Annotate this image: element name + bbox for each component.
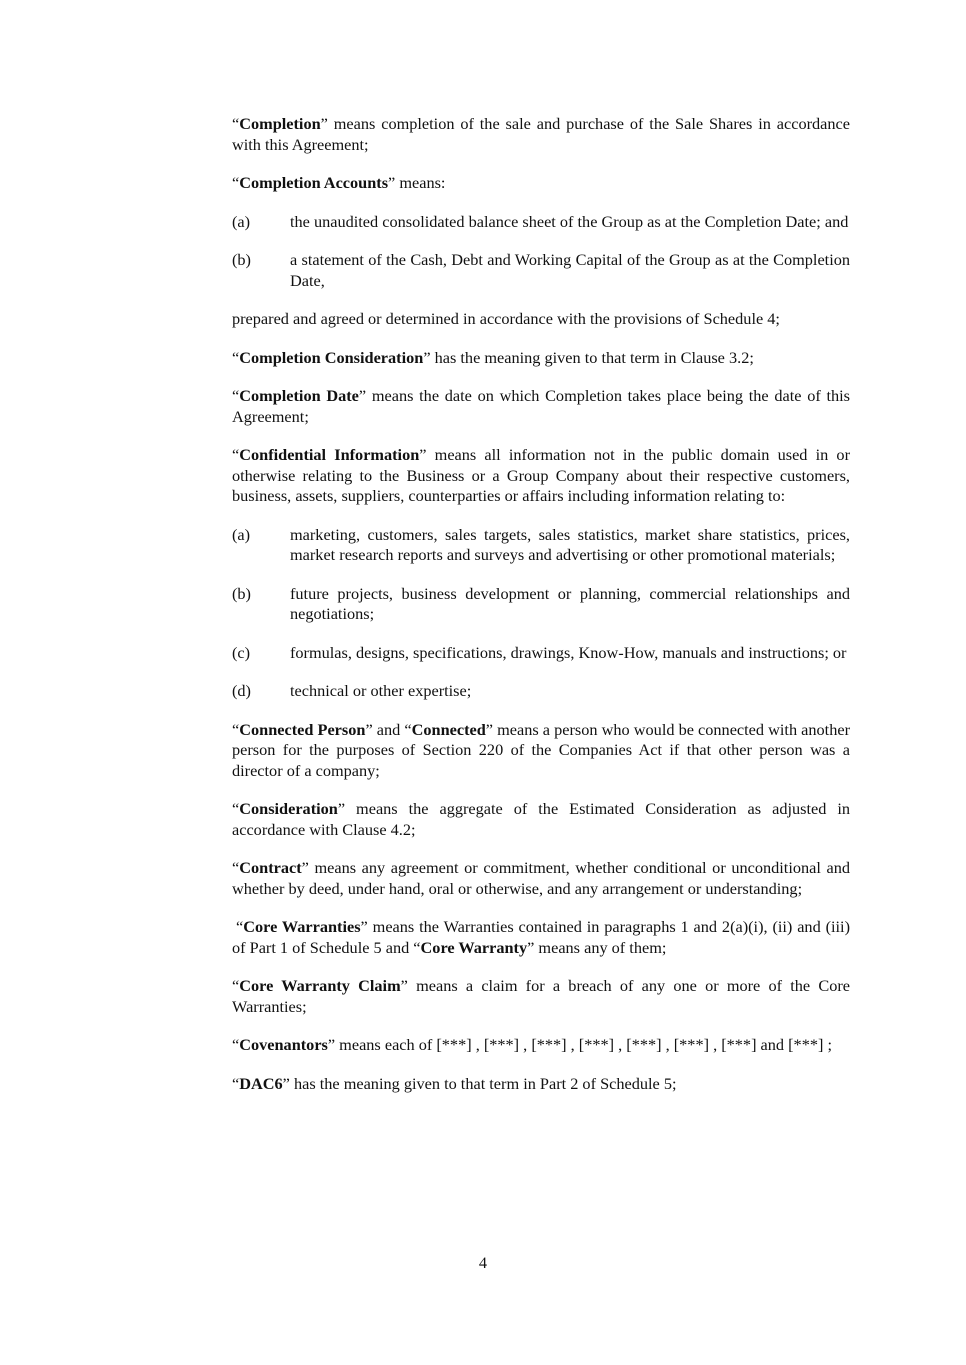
defined-term: Completion Date: [239, 386, 359, 405]
definition-confidential-information: “Confidential Information” means all information not in the public domain used in or otherwise relating to the Business or a Group Company about their respective customers, business, assets, suppliers, counterparties or affairs including information relating to:: [232, 445, 850, 505]
definition-completion-consideration: “Completion Consideration” has the meaning given to that term in Clause 3.2;: [232, 347, 754, 367]
item-label: (a): [232, 524, 251, 544]
definition-consideration: “Consideration” means the aggregate of the Estimated Consideration as adjusted in accordance with Clause 4.2;: [232, 799, 850, 839]
defined-term: DAC6: [239, 1073, 283, 1093]
document-body: [232, 114, 850, 1112]
defined-term: Core Warranties: [243, 917, 361, 936]
defined-term: Contract: [239, 858, 302, 877]
defined-term: Core Warranty: [420, 937, 528, 957]
item-label: (b): [232, 583, 251, 603]
defined-term: Core Warranty Claim: [239, 976, 401, 995]
item-text: formulas, designs, specifications, drawings, Know-How, manuals and instructions; or: [290, 642, 847, 662]
definition-completion-date: “Completion Date” means the date on which Completion takes place being the date of this Agreement;: [232, 386, 850, 426]
definition-connected-person: “Connected Person” and “Connected” means a person who would be connected with another person for the purposes of Section 220 of the Companies Act if that other person was a director of a company;: [232, 719, 850, 780]
definition-completion: “Completion” means completion of the sale and purchase of the Sale Shares in accordance with this Agreement;: [232, 114, 850, 154]
definition-completion-accounts: “Completion Accounts” means:: [232, 173, 446, 192]
list-item: [232, 643, 850, 664]
completion-accounts-tail: prepared and agreed or determined in accordance with the provisions of Schedule 4;: [232, 309, 780, 328]
definition-contract: “Contract” means any agreement or commitment, whether conditional or unconditional and whether by deed, under hand, oral or otherwise, and any arrangement or understanding;: [232, 858, 850, 898]
item-label: (b): [232, 250, 251, 269]
item-label: (c): [232, 642, 251, 662]
defined-term: Covenantors: [239, 1035, 328, 1054]
list-item: [232, 250, 850, 291]
item-text: marketing, customers, sales targets, sales statistics, market share statistics, prices, market research reports and surveys and advertising or other promotional materials;: [290, 524, 850, 564]
defined-term: Confidential Information: [239, 445, 420, 464]
defined-term: Completion Accounts: [239, 173, 389, 192]
item-label: (d): [232, 681, 251, 700]
item-text: the unaudited consolidated balance sheet of the Group as at the Completion Date; and: [290, 211, 849, 231]
item-label: (a): [232, 211, 251, 231]
list-item: [232, 584, 850, 625]
list-item: [232, 681, 850, 702]
page-number: 4: [478, 1253, 488, 1272]
item-text: technical or other expertise;: [290, 681, 472, 700]
definition-core-warranties: “Core Warranties” means the Warranties contained in paragraphs 1 and 2(a)(i), (ii) and (iii) of Part 1 of Schedule 5 and “Core Warranty” means any of them;: [232, 917, 850, 957]
definition-core-warranty-claim: “Core Warranty Claim” means a claim for a breach of any one or more of the Core Warranties;: [232, 976, 850, 1016]
list-item: [232, 212, 850, 233]
defined-term: Connected Person: [239, 719, 366, 739]
item-text: a statement of the Cash, Debt and Working Capital of the Group as at the Completion Date,: [290, 250, 850, 290]
definition-covenantors: “Covenantors” means each of [***] , [***] , [***] , [***] , [***] , [***] , [***] and [***] ;: [232, 1035, 832, 1054]
defined-term: Completion: [239, 114, 321, 133]
list-item: [232, 525, 850, 566]
definition-dac6: “DAC6” has the meaning given to that term in Part 2 of Schedule 5;: [232, 1073, 677, 1093]
item-text: future projects, business development or planning, commercial relationships and negotiations;: [290, 583, 850, 623]
defined-term: Consideration: [239, 799, 338, 818]
defined-term: Connected: [411, 719, 486, 739]
defined-term: Completion Consideration: [239, 347, 424, 367]
